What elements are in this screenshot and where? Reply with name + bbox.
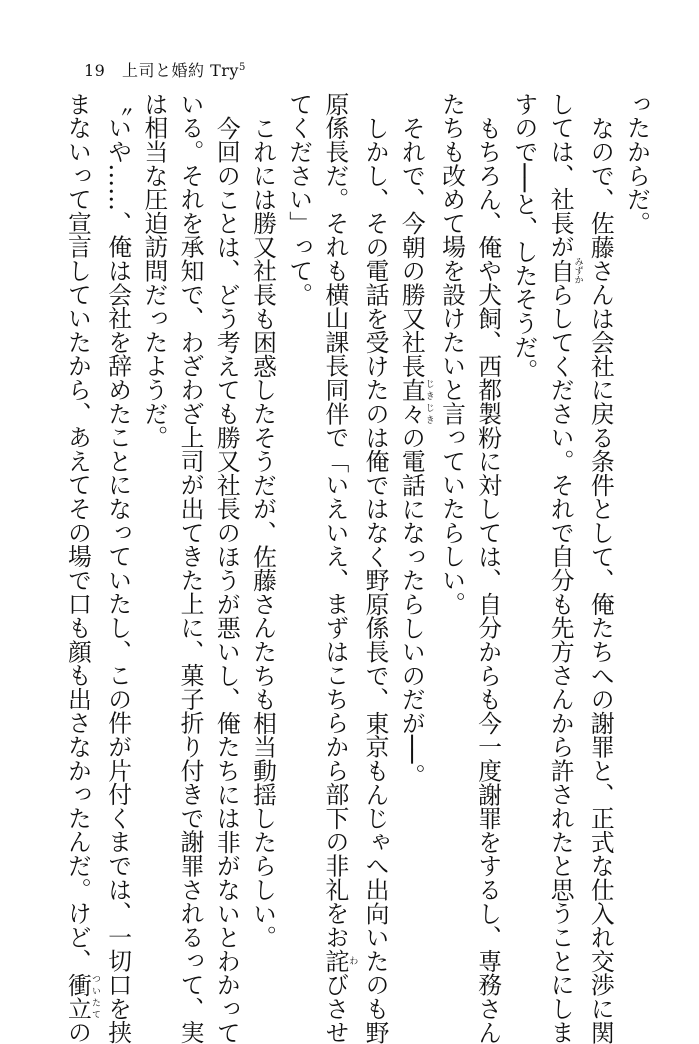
text-line: なので、佐藤さんは会社に戻る条件として、俺たちへの謝罪と、正式な仕入れ交渉に関 [586,115,615,1044]
text-line: は相当な圧迫訪問だったようだ。 [140,92,169,449]
text-line: しかし、その電話を受けたのは俺ではなく野原係長で、東京もんじゃへ出向いたのも野 [361,115,390,1044]
running-title-superscript: 5 [238,62,246,73]
text-line: いる。それを承知で、わざわざ上司が出てきた上に、菓子折り付きで謝罪されるって、実 [176,92,205,1044]
text-line: 今回のことは、どう考えても勝又社長のほうが悪いし、俺たちには非がないとわかって [212,115,241,1044]
text-line: まないって宣言していたから、あえてその場で口も顔も出さなかったんだ。けど、衝立ついたての [63,92,100,1044]
ruby-annotation: 直々じきじき [397,377,434,426]
text-line: これには勝又社長も困惑したそうだが、佐藤さんたちも相当動揺したらしい。 [248,115,277,949]
text-line: もちろん、俺や犬飼、西都製粉に対しては、自分からも今一度謝罪をするし、専務さん [474,115,503,1044]
ruby-annotation: 自みずか [546,257,583,285]
running-title: 上司と婚約 Try [122,61,239,80]
text-line: それで、今朝の勝又社長直々じきじきの電話になったらしいのだが──。 [397,115,434,788]
text-line: たちも改めて場を設けたいと言っていたらしい。 [437,92,466,616]
body-text [25,92,655,1044]
text-line: 〝いや……、俺は会社を辞めたことになっていたし、この件が片付くまでは、一切口を挟 [104,92,133,1044]
ruby-annotation: 詫わ [321,948,358,973]
running-header [84,58,246,81]
text-line: ったからだ。 [623,92,651,235]
page-number: 19 [84,61,106,80]
text-line: すので──と、したそうだ。 [510,92,539,383]
text-line: 原係長だ。それも横山課長同伴で「いえいえ、まずはこちらから部下の非礼をお詫わびさせ [321,92,358,1044]
text-line: てください」って。 [285,92,314,307]
ruby-annotation: 衝立ついたて [63,972,100,1021]
text-line: しては、社長が自みずからしてください。それで自分も先方さんから許されたと思うことにしま [546,92,583,1044]
